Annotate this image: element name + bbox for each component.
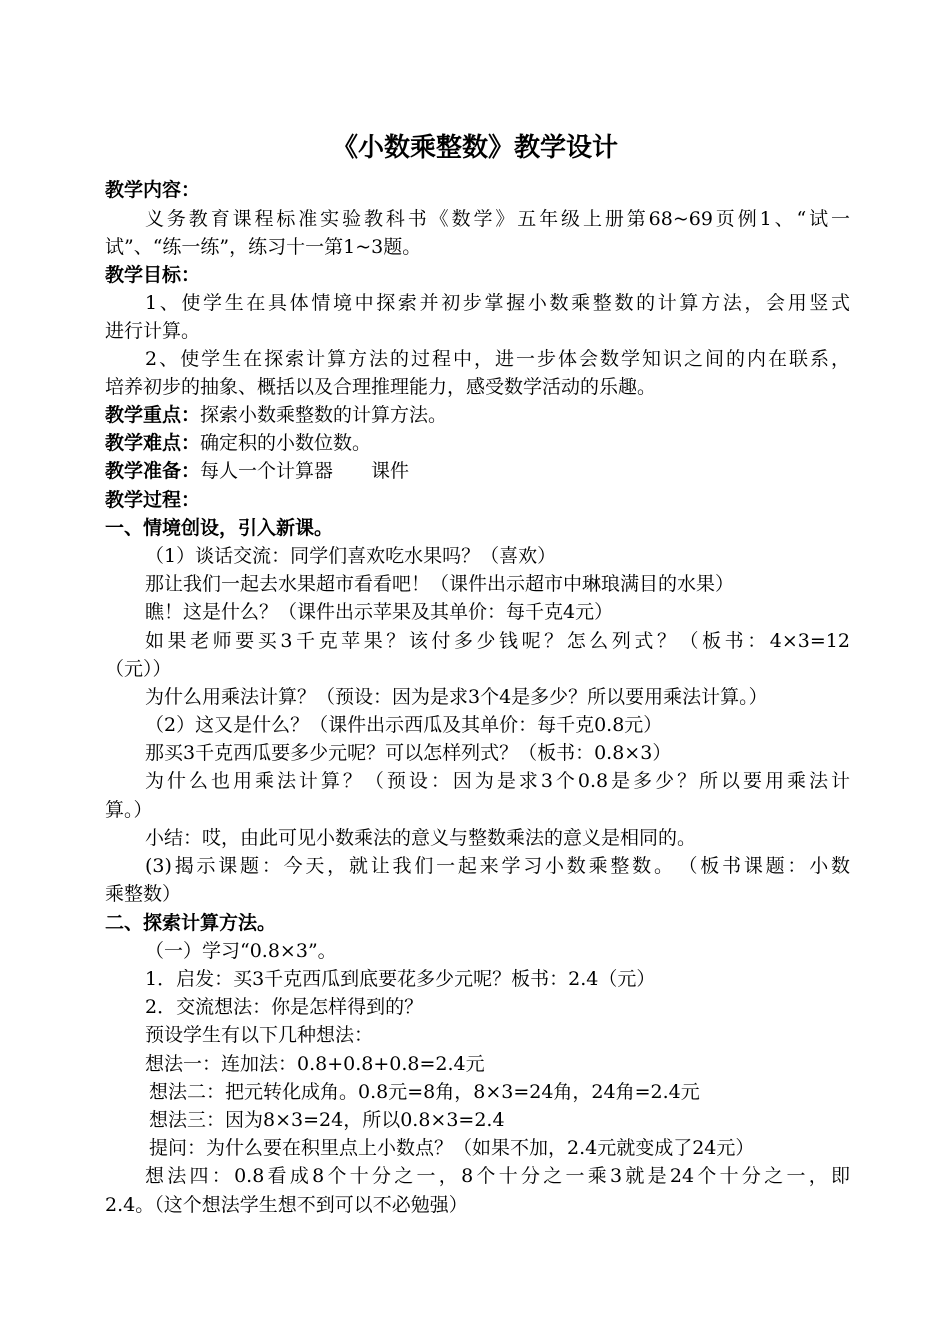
paragraph-line: 1、使学生在具体情境中探索并初步掌握小数乘整数的计算方法，会用竖式 — [145, 292, 850, 314]
paragraph-line: 想法四：0.8看成8个十分之一，8个十分之一乘3就是24个十分之一，即 — [145, 1165, 850, 1187]
heading-difficulty: 教学难点： — [105, 432, 201, 454]
paragraph-line: 乘整数） — [105, 883, 182, 905]
paragraph-line: 2.4。（这个想法学生想不到可以不必勉强） — [105, 1194, 468, 1216]
paragraph-line: 试”、“练一练”，练习十一第1~3题。 — [105, 236, 422, 258]
key-point-row — [105, 402, 850, 428]
paragraph-line: （1）谈话交流：同学们喜欢吃水果吗？（喜欢） — [145, 545, 557, 567]
preparation-row — [105, 458, 850, 484]
paragraph-line: 那买3千克西瓜要多少元呢？可以怎样列式？（板书：0.8×3） — [145, 742, 672, 764]
paragraph-line: 瞧！这是什么？（课件出示苹果及其单价：每千克4元） — [145, 601, 614, 623]
paragraph-line: 想法一：连加法：0.8+0.8+0.8=2.4元 — [145, 1053, 485, 1075]
paragraph-line: （一）学习“0.8×3”。 — [145, 940, 337, 962]
paragraph-line: 算。） — [105, 799, 153, 821]
paragraph-line: 如果老师要买3千克苹果？该付多少钱呢？怎么列式？（板书：4×3=12 — [145, 630, 850, 652]
difficulty-text: 确定积的小数位数。 — [200, 432, 372, 454]
paragraph-line: 为什么用乘法计算？（预设：因为是求3个4是多少？所以要用乘法计算。） — [145, 686, 768, 708]
heading-key-point: 教学重点： — [105, 404, 201, 426]
difficulty-row — [105, 430, 850, 456]
preparation-text: 每人一个计算器 课件 — [200, 460, 410, 482]
paragraph-line: 想法三：因为8×3=24，所以0.8×3=2.4 — [149, 1109, 505, 1131]
heading-content: 教学内容： — [105, 179, 201, 201]
paragraph-line: 2、使学生在探索计算方法的过程中，进一步体会数学知识之间的内在联系， — [145, 348, 850, 370]
section-heading-2: 二、探索计算方法。 — [105, 912, 277, 934]
paragraph-line: 预设学生有以下几种想法： — [145, 1024, 374, 1046]
paragraph-line: 那让我们一起去水果超市看看吧！（课件出示超市中琳琅满目的水果） — [145, 573, 735, 595]
paragraph-line: 2．交流想法：你是怎样得到的？ — [145, 996, 424, 1018]
paragraph-line: 进行计算。 — [105, 320, 201, 342]
paragraph-line: （2）这又是什么？（课件出示西瓜及其单价：每千克0.8元） — [145, 714, 663, 736]
paragraph-line: 想法二：把元转化成角。0.8元=8角，8×3=24角，24角=2.4元 — [149, 1081, 700, 1103]
heading-process: 教学过程： — [105, 489, 201, 511]
paragraph-line: 培养初步的抽象、概括以及合理推理能力，感受数学活动的乐趣。 — [105, 376, 657, 398]
section-heading-1: 一、情境创设，引入新课。 — [105, 517, 334, 539]
heading-objectives: 教学目标： — [105, 264, 201, 286]
document-title: 《小数乘整数》教学设计 — [331, 133, 618, 163]
paragraph-line: 义务教育课程标准实验教科书《数学》五年级上册第68~69页例1、“试一 — [145, 208, 850, 230]
paragraph-line: 提问：为什么要在积里点上小数点？（如果不加，2.4元就变成了24元） — [149, 1137, 755, 1159]
paragraph-line: 小结：哎，由此可见小数乘法的意义与整数乘法的意义是相同的。 — [145, 827, 697, 849]
heading-preparation: 教学准备： — [105, 460, 201, 482]
paragraph-line: 1．启发：买3千克西瓜到底要花多少元呢？板书：2.4（元） — [145, 968, 656, 990]
paragraph-line: （元）） — [105, 658, 172, 680]
paragraph-line: 为什么也用乘法计算？（预设：因为是求3个0.8是多少？所以要用乘法计 — [145, 770, 850, 792]
paragraph-line: (3)揭示课题：今天，就让我们一起来学习小数乘整数。 （板书课题：小数 — [145, 855, 850, 877]
key-point-text: 探索小数乘整数的计算方法。 — [200, 404, 448, 426]
